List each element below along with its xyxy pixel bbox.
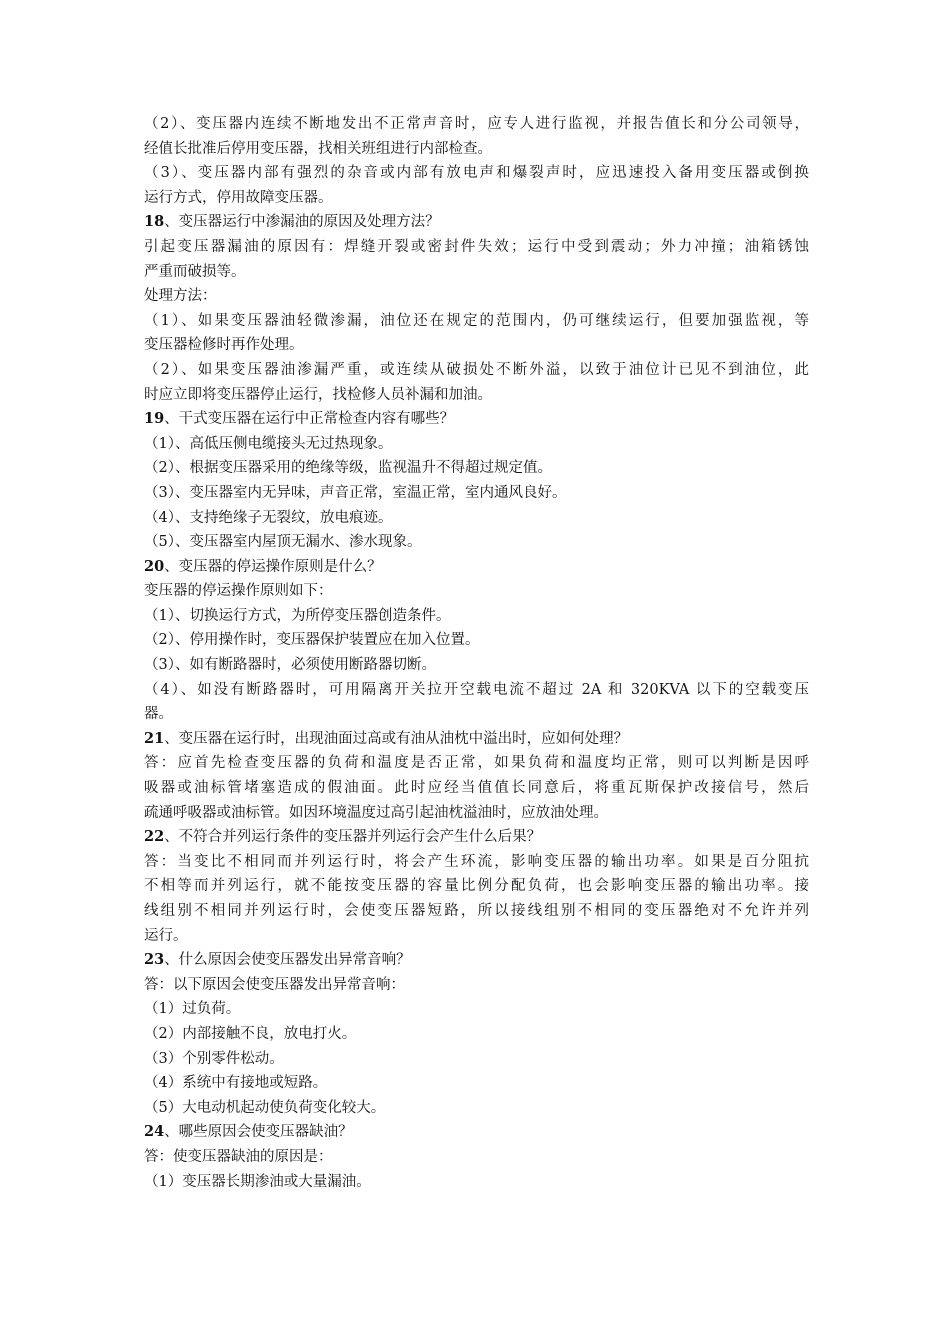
text-line: 变压器检修时再作处理。: [144, 337, 304, 354]
question-heading: [144, 210, 809, 235]
question-text: 、干式变压器在运行中正常检查内容有哪些？: [164, 411, 455, 428]
question-text: 、变压器运行中渗漏油的原因及处理方法？: [164, 214, 440, 231]
text-line: （2）内部接触不良，放电打火。: [144, 1025, 357, 1042]
text-line: 时应立即将变压器停止运行，找检修人员补漏和加油。: [144, 386, 492, 403]
text-line: （2）、如果变压器油渗漏严重，或连续从破损处不断外溢，以致于油位计已见不到油位，此: [144, 361, 809, 378]
text-line: （4）系统中有接地或短路。: [144, 1075, 328, 1092]
question-number: 18: [144, 213, 165, 231]
question-heading: [144, 555, 809, 580]
text-line: （1）变压器长期渗油或大量漏油。: [144, 1173, 371, 1190]
question-heading: [144, 727, 809, 752]
text-line: （4）、如没有断路器时，可用隔离开关拉开空载电流不超过 2A 和 320KVA 以下的空载变压: [144, 681, 809, 698]
text-line: 严重而破损等。: [144, 263, 246, 280]
document-page: [144, 112, 809, 1194]
text-line: （1）、如果变压器油轻微渗漏，油位还在规定的范围内，仍可继续运行，但要加强监视，等: [144, 312, 809, 329]
text-line: 答：当变比不相同而并列运行时，将会产生环流，影响变压器的输出功率。如果是百分阻抗: [144, 853, 809, 870]
question-text: 、变压器的停运操作原则是什么？: [164, 558, 382, 575]
text-line: 引起变压器漏油的原因有：焊缝开裂或密封件失效；运行中受到震动；外力冲撞；油箱锈蚀: [144, 238, 809, 255]
text-line: 答：应首先检查变压器的负荷和温度是否正常，如果负荷和温度均正常，则可以判断是因呼: [144, 755, 809, 772]
question-number: 23: [144, 951, 165, 969]
text-line: 器。: [144, 706, 173, 723]
text-line: 线组别不相同并列运行时，会使变压器短路，所以接线组别不相同的变压器绝对不允许并列: [144, 903, 809, 919]
text-line: （3）、变压器室内无异味，声音正常，室温正常，室内通风良好。: [144, 484, 567, 501]
text-line: 吸器或油标管堵塞造成的假油面。此时应经当值值长同意后，将重瓦斯保护改接信号，然后: [144, 780, 809, 797]
text-line: （1）、高低压侧电缆接头无过热现象。: [144, 435, 393, 452]
question-text: 、什么原因会使变压器发出异常音响？: [164, 952, 411, 969]
text-line: （1）、切换运行方式，为所停变压器创造条件。: [144, 607, 451, 624]
text-line: （2）、停用操作时，变压器保护装置应在加入位置。: [144, 632, 480, 649]
document-body: [144, 112, 809, 1194]
text-line: （2）、变压器内连续不断地发出不正常声音时，应专人进行监视，并报告值长和分公司领导，: [144, 116, 809, 132]
text-line: （3）、变压器内部有强烈的杂音或内部有放电声和爆裂声时，应迅速投入备用变压器或倒换: [144, 165, 809, 182]
text-line: （3）、如有断路器时，必须使用断路器切断。: [144, 657, 436, 674]
text-line: （1）过负荷。: [144, 1001, 241, 1018]
text-line: 变压器的停运操作原则如下：: [144, 583, 333, 600]
text-line: （3）个别零件松动。: [144, 1050, 284, 1067]
text-line: （4）、支持绝缘子无裂纹，放电痕迹。: [144, 509, 393, 526]
text-line: （2）、根据变压器采用的绝缘等级，监视温升不得超过规定值。: [144, 460, 552, 477]
question-text: 、不符合并列运行条件的变压器并列运行会产生什么后果？: [164, 829, 542, 846]
text-line: 运行。: [144, 927, 188, 944]
text-line: 经值长批准后停用变压器，找相关班组进行内部检查。: [144, 140, 492, 157]
question-number: 22: [144, 828, 165, 846]
question-heading: [144, 1120, 809, 1145]
text-line: 处理方法：: [144, 288, 217, 305]
question-number: 19: [144, 410, 165, 428]
text-line: 疏通呼吸器或油标管。如因环境温度过高引起油枕溢油时，应放油处理。: [144, 804, 608, 821]
text-line: 不相等而并列运行，就不能按变压器的容量比例分配负荷，也会影响变压器的输出功率。接: [144, 878, 809, 895]
text-line: 答：以下原因会使变压器发出异常音响：: [144, 976, 405, 993]
question-text: 、变压器在运行时，出现油面过高或有油从油枕中溢出时，应如何处理？: [164, 730, 629, 747]
question-number: 24: [144, 1123, 165, 1141]
question-text: 、哪些原因会使变压器缺油？: [164, 1124, 353, 1141]
question-heading: [144, 948, 809, 973]
question-heading: [144, 407, 809, 432]
question-heading: [144, 825, 809, 850]
text-line: 答：使变压器缺油的原因是：: [144, 1148, 333, 1165]
text-line: 运行方式，停用故障变压器。: [144, 189, 333, 206]
text-line: （5）大电动机起动使负荷变化较大。: [144, 1099, 386, 1116]
text-line: （5）、变压器室内屋顶无漏水、渗水现象。: [144, 534, 422, 551]
question-number: 20: [144, 557, 165, 575]
question-number: 21: [144, 729, 165, 747]
